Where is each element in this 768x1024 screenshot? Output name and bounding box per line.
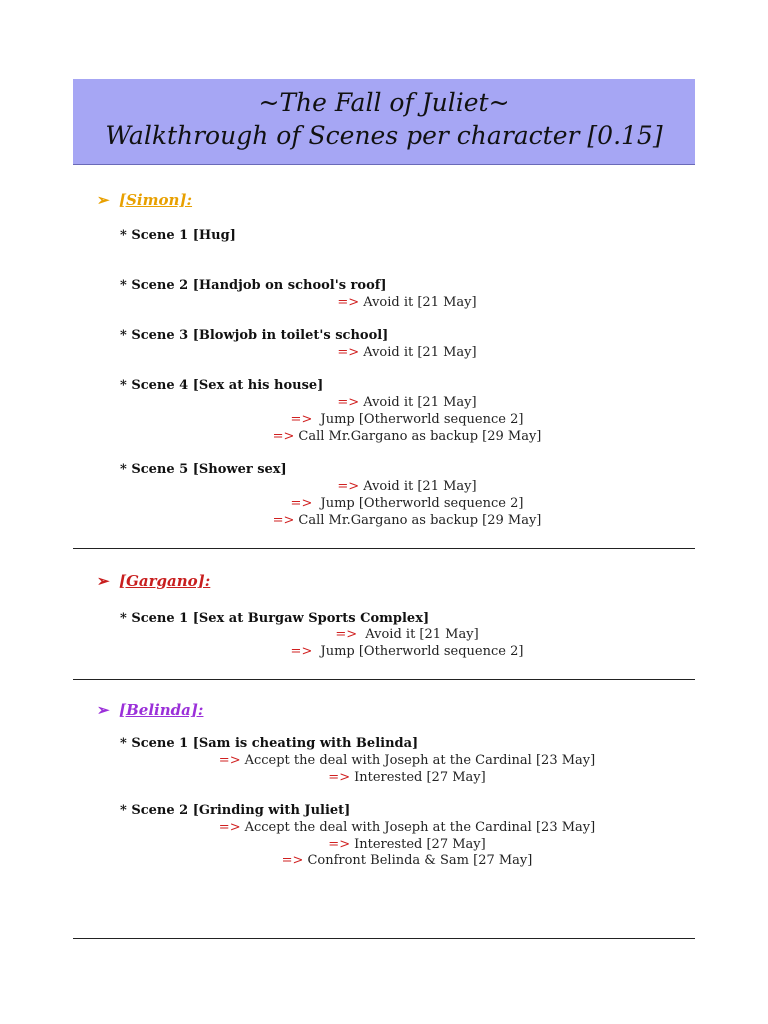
arrow-icon: => — [290, 644, 313, 659]
arrow-icon: => — [272, 429, 295, 444]
scene-choice: => Avoid it [21 May] — [337, 395, 477, 410]
scene-label: * Scene 4 [Sex at his house] — [120, 378, 324, 393]
arrow-icon: => — [290, 496, 313, 511]
scene-choice: => Jump [Otherworld sequence 2] — [290, 412, 524, 427]
scene-choice: => Call Mr.Gargano as backup [29 May] — [272, 513, 542, 528]
section-title: [Simon]: — [119, 191, 193, 209]
scene-label: * Scene 3 [Blowjob in toilet's school] — [120, 328, 389, 343]
scene-choice: => Avoid it [21 May] — [335, 627, 479, 642]
scene-choice: => Accept the deal with Joseph at the Cardinal [23 May] — [218, 820, 596, 835]
scene-choice: => Jump [Otherworld sequence 2] — [290, 496, 524, 511]
arrow-icon: => — [272, 513, 295, 528]
arrow-icon: => — [290, 412, 313, 427]
scene-choice: => Interested [27 May] — [328, 770, 486, 785]
document-title: ~The Fall of Juliet~ — [258, 88, 510, 117]
arrow-icon: => — [328, 770, 351, 785]
bullet-arrow-icon: ➢ — [97, 191, 110, 209]
scene-choice: => Call Mr.Gargano as backup [29 May] — [272, 429, 542, 444]
document-header — [73, 79, 695, 165]
scene-choice: => Jump [Otherworld sequence 2] — [290, 644, 524, 659]
arrow-icon: => — [218, 820, 241, 835]
section-gargano — [97, 572, 210, 590]
scene-choice: => Avoid it [21 May] — [337, 345, 477, 360]
section-simon — [97, 191, 192, 209]
scene-label: * Scene 1 [Sam is cheating with Belinda] — [120, 736, 419, 751]
section-title: [Belinda]: — [119, 701, 204, 719]
arrow-icon: => — [328, 837, 351, 852]
bullet-arrow-icon: ➢ — [97, 572, 110, 590]
scene-label: * Scene 1 [Hug] — [120, 228, 236, 243]
scene-label: * Scene 1 [Sex at Burgaw Sports Complex] — [120, 611, 430, 626]
scene-choice: => Accept the deal with Joseph at the Cardinal [23 May] — [218, 753, 596, 768]
scene-label: * Scene 2 [Handjob on school's roof] — [120, 278, 387, 293]
scene-choice: => Interested [27 May] — [328, 837, 486, 852]
section-divider — [73, 938, 695, 939]
arrow-icon: => — [337, 479, 360, 494]
scene-label: * Scene 2 [Grinding with Juliet] — [120, 803, 351, 818]
bullet-arrow-icon: ➢ — [97, 701, 110, 719]
scene-choice: => Confront Belinda & Sam [27 May] — [281, 853, 533, 868]
section-title: [Gargano]: — [119, 572, 211, 590]
arrow-icon: => — [337, 295, 360, 310]
scene-choice: => Avoid it [21 May] — [337, 295, 477, 310]
scene-choice: => Avoid it [21 May] — [337, 479, 477, 494]
arrow-icon: => — [337, 395, 360, 410]
arrow-icon: => — [335, 627, 358, 642]
arrow-icon: => — [281, 853, 304, 868]
section-belinda — [97, 701, 203, 719]
section-divider — [73, 679, 695, 680]
section-divider — [73, 548, 695, 549]
document-subtitle: Walkthrough of Scenes per character [0.15] — [105, 121, 663, 150]
scene-label: * Scene 5 [Shower sex] — [120, 462, 287, 477]
arrow-icon: => — [218, 753, 241, 768]
arrow-icon: => — [337, 345, 360, 360]
